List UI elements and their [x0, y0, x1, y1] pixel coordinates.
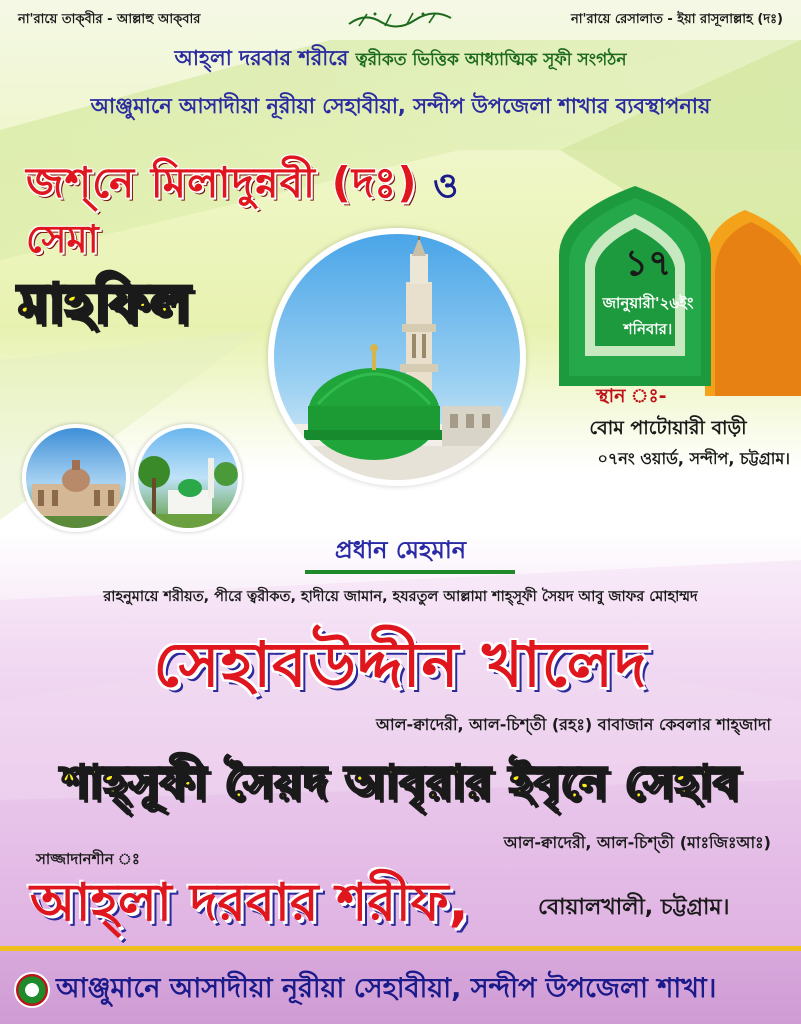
- bismillah-calligraphy-icon: [345, 8, 455, 30]
- shrine-trees-icon: [138, 428, 238, 528]
- mosque-building-icon: [26, 428, 126, 528]
- event-mahfil: [18, 262, 258, 340]
- chief-guest-lineage: আল-ক্বাদেরী, আল-চিশ্‌তী (রহঃ) বাবাজান কেবলার শাহ্‌জাদা: [375, 715, 771, 734]
- chief-guest-title: প্রধান মেহমান: [334, 536, 467, 564]
- sajjada-label: সাজ্জাদানশীন ঃ: [36, 850, 140, 868]
- chief-guest-underline: [305, 570, 515, 574]
- mosque-photo-left: [22, 424, 130, 532]
- second-guest-name: শাহ্‌সূফী সৈয়দ আবৃরার ইবৃনে সেহাব: [61, 755, 740, 809]
- top-strip: [0, 0, 801, 34]
- chief-guest-name: সেহাবউদ্দীন খালেদ: [153, 628, 648, 701]
- event-date-weekday: শনিবার।: [623, 320, 673, 338]
- event-date-day: ১৭: [624, 243, 672, 284]
- event-date-month: জানুয়ারী'২৬ইং: [602, 294, 694, 312]
- takbir-text: না'রায়ে তাক্‌বীর - আল্লাহু আক্‌বার: [18, 12, 201, 27]
- darbar-name: আহ্‌লা দরবার শরীফ,: [30, 873, 469, 933]
- footer-organization-name: আঞ্জুমানে আসাদীয়া নূরীয়া সেহাবীয়া, সন্দীপ উপজেলা শাখা।: [56, 973, 717, 1004]
- venue-address: ০৭নং ওয়ার্ড, সন্দীপ, চট্টগ্রাম।: [597, 449, 790, 468]
- second-guest-lineage: আল-ক্বাদেরী, আল-চিশ্‌তী (মাঃজিঃআঃ): [503, 833, 771, 852]
- event-title-text: জশ্‌নে মিলাদুন্নবী (দঃ): [26, 158, 418, 207]
- risalat-text: না'রায়ে রেসালাত - ইয়া রাসূলাল্লাহ (দঃ): [571, 12, 783, 27]
- organizer-line-2: আঞ্জুমানে আসাদীয়া নূরীয়া সেহাবীয়া, সন্দীপ উপজেলা শাখার ব্যবস্থাপনায়: [90, 94, 711, 118]
- event-title-and: ও: [433, 166, 460, 206]
- darbar-location: বোয়ালখালী, চট্টগ্রাম।: [538, 895, 730, 920]
- organizer-line-1: [0, 42, 801, 77]
- organizer-tagline: ত্বরীকত ভিত্তিক আধ্যাত্মিক সূফী সংগঠন: [355, 50, 627, 70]
- shrine-photo-right: [134, 424, 242, 532]
- chief-guest-description: রাহনুমায়ে শরীয়ত, পীরে ত্বরীকত, হাদীয়ে জামান, হযরতুল আল্লামা শাহ্‌সূফী সৈয়দ আবু জাফর মোহাম্মদ: [103, 589, 698, 605]
- organization-logo-icon: [14, 972, 50, 1008]
- event-sema: সেমা: [26, 217, 99, 261]
- venue-label: স্থান ঃ-: [596, 385, 667, 407]
- organizer-darbar: আহ্‌লা দরবার শরীরে: [174, 46, 349, 70]
- mosque-image: [268, 228, 526, 486]
- venue-name: বোম পাটোয়ারী বাড়ী: [589, 417, 747, 439]
- green-dome-mosque-icon: [274, 234, 520, 480]
- event-mahfil-text: মাহফিল: [18, 272, 192, 335]
